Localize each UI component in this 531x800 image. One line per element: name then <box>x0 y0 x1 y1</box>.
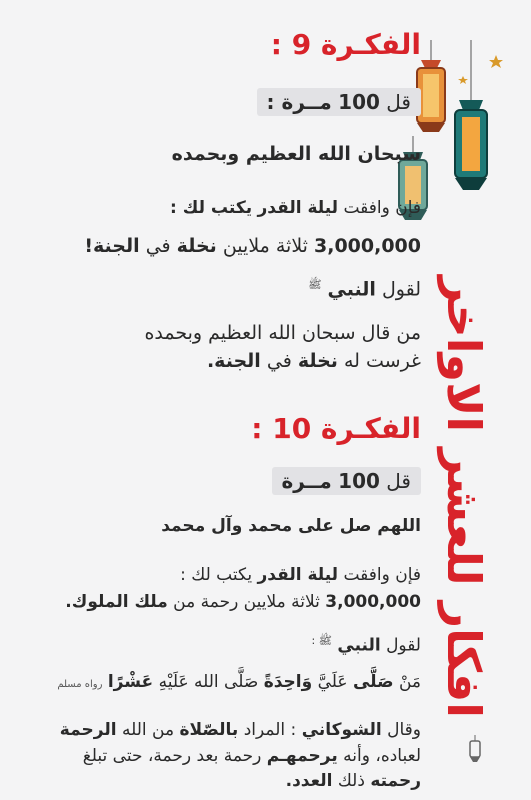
reward-words: ثلاثة ملايين <box>222 235 308 257</box>
hadith-e: صَلَّى الله عَلَيْهِ <box>158 672 259 692</box>
idea10-reward <box>65 592 421 612</box>
lantern-orange-icon <box>417 40 445 132</box>
reward-number: 3,000,000 <box>325 592 421 612</box>
star-icon <box>458 55 503 84</box>
if-suffix: يكتب لك : <box>170 198 253 218</box>
shawkani-line3 <box>286 771 421 791</box>
idea9-saying <box>308 278 421 300</box>
saw-symbol: ﷺ : <box>311 634 332 647</box>
lantern-teal-icon <box>455 40 487 190</box>
idea9-dhikr: سبحان الله العظيم وبحمده <box>171 143 421 165</box>
shawkani-l3-a: رحمته <box>370 771 421 791</box>
idea10-saying <box>311 634 421 656</box>
shawkani-line1 <box>60 720 421 740</box>
idea10-say-pill <box>272 467 422 495</box>
narrator: رواه مسلم <box>57 679 103 690</box>
laylat-al-qadr: ليلة القدر <box>257 565 339 585</box>
idea10-hadith <box>57 672 421 692</box>
hadith-l2-d: الجنة. <box>206 350 261 372</box>
say-count: 100 <box>338 469 380 493</box>
say-suffix: مــرة : <box>266 90 332 114</box>
prophet: النبي <box>337 635 381 656</box>
reward-words: ثلاثة ملايين رحمة من <box>173 592 320 612</box>
idea10-if-line <box>180 565 421 585</box>
shawkani-e: من الله <box>121 720 175 740</box>
shawkani-line2 <box>83 746 421 766</box>
idea9-hadith-line2 <box>207 350 421 372</box>
reward-in: في <box>145 235 171 257</box>
shawkani-l3-b: ذلك <box>337 771 365 791</box>
saw-symbol: ﷺ <box>308 278 322 291</box>
idea9-if-line <box>170 198 421 218</box>
hadith-l2-a: غرست له <box>343 350 421 372</box>
hadith-a: مَنْ <box>398 672 421 692</box>
idea9-hadith-line1: من قال سبحان الله العظيم وبحمده <box>144 322 421 344</box>
shawkani-a: وقال <box>387 720 421 740</box>
reward-king: ملك الملوك. <box>65 592 168 612</box>
hadith-l2-b: نخلة <box>297 350 338 372</box>
hadith-c: عَلَيَّ <box>317 672 348 692</box>
say-count: 100 <box>338 90 380 114</box>
shawkani-c: : المراد <box>243 720 297 740</box>
if-prefix: فإن وافقت <box>343 565 421 585</box>
say-prefix: قل <box>386 90 411 114</box>
shawkani-d: بالصّلاة <box>179 720 239 740</box>
saying-prefix: لقول <box>386 635 421 656</box>
say-suffix: مــرة <box>281 469 332 493</box>
prophet: النبي <box>327 278 376 301</box>
shawkani-f: الرحمة <box>59 720 117 740</box>
hadith-f: عَشْرًا <box>107 672 154 692</box>
shawkani-l2-b: يرحمهـم <box>266 746 338 766</box>
laylat-al-qadr: ليلة القدر <box>257 198 339 218</box>
say-prefix: قل <box>386 469 411 493</box>
idea9-say-pill <box>257 88 421 116</box>
idea9-reward <box>84 235 421 257</box>
if-suffix: يكتب لك : <box>180 565 253 585</box>
hadith-l2-c: في <box>266 350 292 372</box>
vertical-title <box>419 262 509 732</box>
idea10-heading: الفكـرة 10 : <box>251 412 421 445</box>
saying-prefix: لقول <box>381 278 421 301</box>
hadith-d: وَاحِدَةً <box>263 672 313 692</box>
shawkani-l3-c: العدد. <box>285 771 333 791</box>
idea10-dhikr: اللهم صل على محمد وآل محمد <box>161 516 421 536</box>
small-lantern-icon <box>467 735 483 765</box>
hadith-b: صَلَّى <box>352 672 394 692</box>
vertical-title-text: افكار للعشر الاواخر <box>437 275 492 719</box>
reward-jannah: الجنة! <box>84 235 140 257</box>
shawkani-l2-c: رحمة بعد رحمة، حتى تبلغ <box>82 746 262 766</box>
shawkani-l2-a: لعباده، وأنه <box>343 746 421 766</box>
reward-number: 3,000,000 <box>314 235 421 257</box>
reward-palm: نخلة <box>176 235 217 257</box>
shawkani-b: الشوكاني <box>301 720 382 740</box>
idea9-heading: الفكـرة 9 : <box>270 28 421 61</box>
if-prefix: فإن وافقت <box>343 198 421 218</box>
